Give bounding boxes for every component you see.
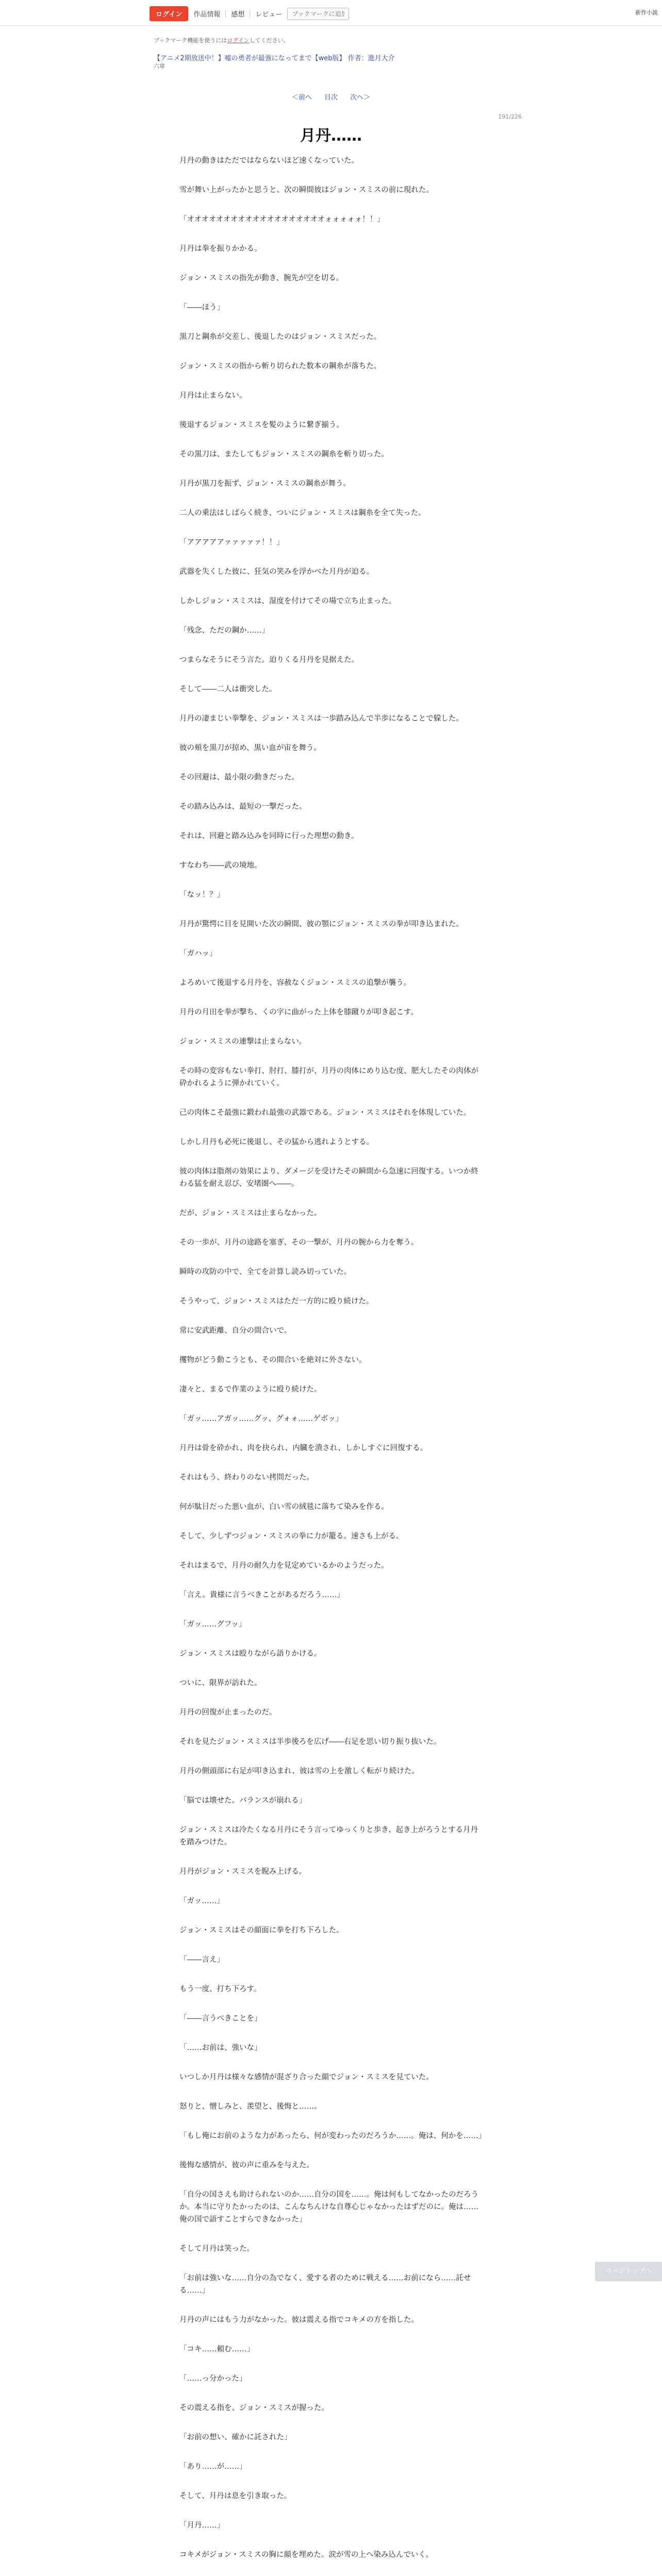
- novel-paragraph: 後悔な感情が、彼の声に重みを与えた。: [179, 2161, 314, 2170]
- novel-paragraph: そうやって、ジョン・スミスはただ一方的に殴り続けた。: [179, 1297, 374, 1306]
- novel-paragraph: 「――言うべきことを」: [179, 2014, 262, 2023]
- novel-paragraph: 月丹は骨を砕かれ、肉を抉られ、内臓を潰され、しかしすぐに回復する。: [179, 1444, 428, 1452]
- novel-paragraph: それは、回避と踏み込みを同時に行った理想の動き。: [179, 832, 359, 840]
- toc-link[interactable]: 目次: [324, 94, 338, 101]
- novel-paragraph: よろめいて後退する月丹を、容赦なくジョン・スミスの追撃が襲う。: [179, 979, 411, 987]
- novel-paragraph: ジョン・スミスの指から斬り切られた数本の鋼糸が落ちた。: [179, 362, 382, 370]
- novel-paragraph: 「脳では壊せた。バランスが崩れる」: [179, 1797, 307, 1805]
- novel-paragraph: 武器を失くした彼に、狂気の笑みを浮かべた月丹が迫る。: [179, 568, 374, 576]
- novel-paragraph: 月丹の声にはもう力がなかった。彼は震える指でコキメの方を指した。: [179, 2316, 419, 2324]
- novel-paragraph: 雪が舞い上がったかと思うと、次の瞬間彼はジョン・スミスの前に現れた。: [179, 186, 434, 194]
- novel-paragraph: 「月丹……」: [179, 2521, 224, 2530]
- author-link[interactable]: 進月大介: [368, 55, 395, 62]
- novel-paragraph: いつしか月丹は様々な感情が混ざり合った顔でジョン・スミスを見ていた。: [179, 2073, 434, 2081]
- top-navigation-bar: [0, 0, 662, 26]
- novel-paragraph: 彼の肉体は脂剤の効果により、ダメージを受けたその瞬間から急速に回復する。いつか終わる猛を耐え忍び、安堵圏へ――。: [179, 1167, 478, 1188]
- novel-paragraph: 「ガッ……」: [179, 1897, 224, 1905]
- novel-body: [179, 155, 484, 2576]
- novel-paragraph: ジョン・スミスは殴りながら語りかける。: [179, 1650, 322, 1658]
- novel-paragraph: 「残念、ただの鋼か……」: [179, 626, 269, 635]
- top-navigation: [150, 6, 349, 21]
- novel-paragraph: それはまるで、月丹の耐久力を見定めているかのようだった。: [179, 1562, 389, 1570]
- novel-paragraph: そして、月丹は息を引き取った。: [179, 2492, 292, 2500]
- novel-paragraph: 月丹の側頭部に右足が叩き込まれ、彼は雪の上を激しく転がり続けた。: [179, 1767, 419, 1775]
- novel-paragraph: 月丹がジョン・スミスを睨み上げる。: [179, 1868, 307, 1876]
- novel-paragraph: 月丹の動きはただではならないほど速くなっていた。: [179, 157, 359, 165]
- novel-paragraph: 黒刀と鋼糸が交差し、後退したのはジョン・スミスだった。: [179, 333, 382, 341]
- next-link[interactable]: 次へ＞: [350, 94, 371, 101]
- novel-paragraph: しかし月丹も必死に後退し、その猛から逃れようとする。: [179, 1138, 374, 1146]
- novel-paragraph: 「自分の国さえも助けられないのか……自分の国を……。俺は何もしてなかったのだろうか。本当に守りたかったのは、こんなちんけな自尊心じゃなかったはずだのに。俺は……俺の国で語すことすらできなかった」: [179, 2191, 478, 2224]
- novel-paragraph: 「もし俺にお前のような力があったら、何が変わったのだろうか……。俺は、何かを……」: [179, 2132, 486, 2140]
- novel-paragraph: 月丹が黒刀を振ず、ジョン・スミスの鋼糸が舞う。: [179, 480, 351, 488]
- login-link[interactable]: ログイン: [227, 37, 250, 44]
- novel-paragraph: 「……お前は、強いな」: [179, 2044, 262, 2052]
- novel-paragraph: 月丹の凄まじい拳撃を、ジョン・スミスは一歩踏み込んで半歩になることで躱した。: [179, 715, 464, 723]
- novel-paragraph: ジョン・スミスはその顔面に拳を打ち下ろした。: [179, 1926, 344, 1935]
- novel-paragraph: 「ガハッ」: [179, 950, 217, 958]
- novel-paragraph: 「――言え」: [179, 1956, 224, 1964]
- bookmark-login-note: ブックマーク機能を使うにはログインしてください。: [154, 37, 289, 44]
- novel-paragraph: 何が駄目だった悪い血が、白い雪の絨毯に落ちて染みを作る。: [179, 1503, 389, 1511]
- novel-paragraph: 常に安武距離、自分の間合いで。: [179, 1327, 292, 1335]
- novel-paragraph: その踏み込みは、最短の一撃だった。: [179, 803, 307, 811]
- novel-paragraph: 二人の乗法はしばらく続き、ついにジョン・スミスは鋼糸を全て失った。: [179, 509, 426, 517]
- novel-paragraph: 怒りと、憎しみと、羨望と、後悔と……。: [179, 2103, 322, 2111]
- novel-paragraph: それを見たジョン・スミスは半歩後ろを広げ――右足を思い切り振り抜いた。: [179, 1738, 441, 1746]
- nav-work-info[interactable]: 作品情報: [193, 11, 221, 19]
- nav-impressions[interactable]: 感想: [231, 11, 245, 19]
- series-title[interactable]: 【アニメ2期放送中！】嘘の勇者が最強になってまで【web版】 作者：進月大介: [154, 55, 395, 62]
- novel-paragraph: 「コキ……頼む……」: [179, 2345, 254, 2353]
- novel-paragraph: コキメがジョン・スミスの胸に顔を埋めた。涙が雪の上へ染み込んでいく。: [179, 2551, 434, 2559]
- novel-paragraph: 「なッ！？」: [179, 891, 224, 899]
- novel-paragraph: ジョン・スミスの指先が動き、腕先が空を切る。: [179, 274, 344, 282]
- novel-paragraph: もう一度、打ち下ろす。: [179, 1985, 261, 1993]
- pager-top: [0, 92, 662, 101]
- novel-paragraph: その時の変容もない拳打、肘打、膝打が、月丹の肉体にめり込む度、肥大したその肉体が砕かれるように弾かれていく。: [179, 1067, 478, 1088]
- novel-paragraph: 「――ほう」: [179, 303, 224, 312]
- novel-paragraph: それはもう、終わりのない拷問だった。: [179, 1473, 314, 1482]
- novel-paragraph: 「……っ分かった」: [179, 2375, 247, 2383]
- novel-paragraph: そして、少しずつジョン・スミスの拳に力が籠る。速さも上がる。: [179, 1532, 404, 1540]
- novel-paragraph: 「ガッ……アガッ……グッ、グォォ……ゲボッ」: [179, 1415, 343, 1423]
- nav-review[interactable]: レビュー: [255, 11, 283, 19]
- novel-paragraph: その黒刀は、またしてもジョン・スミスの鋼糸を斬り切った。: [179, 450, 389, 459]
- novel-paragraph: すなわち――武の境地。: [179, 861, 262, 870]
- novel-paragraph: そして月丹は笑った。: [179, 2245, 254, 2253]
- novel-paragraph: ついに、限界が訪れた。: [179, 1679, 262, 1687]
- chapter-group: 六章: [154, 63, 165, 70]
- novel-paragraph: ジョン・スミスは冷たくなる月丹にそう言ってゆっくりと歩き、起き上がろうとする月丹を踏みつけた。: [179, 1826, 478, 1846]
- novel-paragraph: その回避は、最小限の動きだった。: [179, 773, 299, 782]
- novel-paragraph: 月丹は拳を振りかかる。: [179, 245, 262, 253]
- novel-paragraph: 「オオオオオオオオオオオオオオオオオオオォォォォォ！！」: [179, 215, 385, 224]
- novel-paragraph: ジョン・スミスの連撃は止まらない。: [179, 1038, 307, 1046]
- chapter-number: 191/226: [498, 113, 522, 120]
- novel-paragraph: そして――二人は衝突した。: [179, 685, 277, 693]
- novel-paragraph: 瞬時の攻防の中で、全てを計算し読み切っていた。: [179, 1268, 352, 1276]
- novel-paragraph: 「アアアアアァァァァァ！！」: [179, 538, 284, 547]
- novel-paragraph: 月丹は止まらない。: [179, 392, 247, 400]
- novel-paragraph: しかしジョン・スミスは、湿度を付けてその場で立ち止まった。: [179, 597, 396, 605]
- chapter-title: 月丹……: [300, 127, 362, 145]
- nav-divider: [225, 10, 226, 18]
- novel-paragraph: その震える指を、ジョン・スミスが握った。: [179, 2404, 329, 2412]
- novel-paragraph: 彼の頬を黒刀が掠め、黒い血が宙を舞う。: [179, 744, 321, 752]
- novel-paragraph: 月丹の月田を拳が撃ち、くの字に曲がった上体を膝蹴りが叩き起こす。: [179, 1008, 418, 1016]
- page-top-button[interactable]: ページトップへ: [595, 2262, 662, 2281]
- bookmark-input[interactable]: [287, 8, 349, 20]
- novel-paragraph: 攫物がどう動こうとも、その間合いを絶対に外さない。: [179, 1356, 367, 1364]
- novel-paragraph: 「言え。貴様に言うべきことがあるだろう……」: [179, 1591, 344, 1599]
- novel-paragraph: 「ガッ……グフッ」: [179, 1620, 246, 1629]
- new-novel-link[interactable]: 新作小説: [635, 9, 658, 16]
- novel-paragraph: 「お前の想い、確かに託された」: [179, 2433, 292, 2442]
- novel-paragraph: 己の肉体こそ最強に鍛われ最強の武器である。ジョン・スミスはそれを体現していた。: [179, 1109, 471, 1117]
- novel-paragraph: 後退するジョン・スミスを髪のように繋ぎ揃う。: [179, 421, 344, 429]
- novel-paragraph: 月丹の回復が止まったのだ。: [179, 1708, 277, 1717]
- login-button[interactable]: ログイン: [150, 6, 188, 21]
- novel-paragraph: 「あり……が……」: [179, 2463, 247, 2471]
- novel-paragraph: その一歩が、月丹の途路を塞ぎ、その一撃が、月丹の腕から力を奪う。: [179, 1239, 419, 1247]
- prev-link[interactable]: ＜前へ: [291, 94, 312, 101]
- novel-paragraph: だが、ジョン・スミスは止まらなかった。: [179, 1209, 322, 1217]
- novel-paragraph: 月丹が驚愕に目を見開いた次の瞬間、彼の顎にジョン・スミスの拳が叩き込まれた。: [179, 920, 464, 928]
- novel-paragraph: 「お前は強いな……自分の為でなく、愛する者のために戦える……お前になら……託せる……」: [179, 2274, 471, 2295]
- novel-paragraph: 凄々と、まるで作業のように殴り続けた。: [179, 1385, 322, 1394]
- novel-paragraph: つまらなそうにそう言た。迫りくる月丹を見据えた。: [179, 656, 359, 664]
